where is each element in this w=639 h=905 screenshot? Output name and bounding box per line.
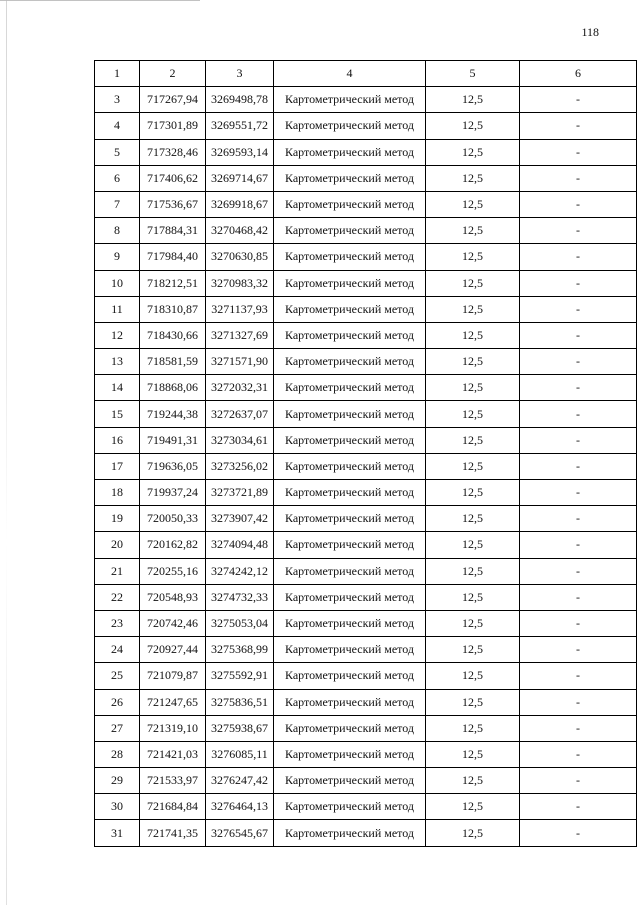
method-cell: Картометрический метод <box>274 637 426 663</box>
coordinates-table <box>94 60 637 847</box>
y-coordinate-cell: 3275836,51 <box>206 689 274 715</box>
table-row <box>95 794 637 820</box>
x-coordinate-cell: 720255,16 <box>140 558 206 584</box>
point-number-cell: 22 <box>95 584 140 610</box>
x-coordinate-cell: 721533,97 <box>140 768 206 794</box>
accuracy-cell: 12,5 <box>426 584 520 610</box>
x-coordinate-cell: 717884,31 <box>140 218 206 244</box>
note-cell: - <box>520 349 637 375</box>
x-coordinate-cell: 718310,87 <box>140 296 206 322</box>
method-cell: Картометрический метод <box>274 794 426 820</box>
table-row <box>95 244 637 270</box>
accuracy-cell: 12,5 <box>426 165 520 191</box>
y-coordinate-cell: 3269714,67 <box>206 165 274 191</box>
note-cell: - <box>520 401 637 427</box>
method-cell: Картометрический метод <box>274 453 426 479</box>
accuracy-cell: 12,5 <box>426 322 520 348</box>
x-coordinate-cell: 720162,82 <box>140 532 206 558</box>
method-cell: Картометрический метод <box>274 715 426 741</box>
x-coordinate-cell: 719491,31 <box>140 427 206 453</box>
accuracy-cell: 12,5 <box>426 87 520 113</box>
note-cell: - <box>520 820 637 846</box>
y-coordinate-cell: 3275938,67 <box>206 715 274 741</box>
table-body <box>95 61 637 847</box>
table-row <box>95 453 637 479</box>
point-number-cell: 19 <box>95 506 140 532</box>
accuracy-cell: 12,5 <box>426 453 520 479</box>
method-cell: Картометрический метод <box>274 506 426 532</box>
note-cell: - <box>520 191 637 217</box>
point-number-cell: 18 <box>95 480 140 506</box>
table-row <box>95 820 637 846</box>
table-row <box>95 663 637 689</box>
method-cell: Картометрический метод <box>274 532 426 558</box>
y-coordinate-cell: 3274094,48 <box>206 532 274 558</box>
y-coordinate-cell: 3274242,12 <box>206 558 274 584</box>
note-cell: - <box>520 610 637 636</box>
x-coordinate-cell: 718581,59 <box>140 349 206 375</box>
note-cell: - <box>520 87 637 113</box>
x-coordinate-cell: 721247,65 <box>140 689 206 715</box>
point-number-cell: 27 <box>95 715 140 741</box>
point-number-cell: 6 <box>95 165 140 191</box>
table-row <box>95 270 637 296</box>
table-row <box>95 139 637 165</box>
note-cell: - <box>520 794 637 820</box>
note-cell: - <box>520 139 637 165</box>
table-row <box>95 218 637 244</box>
x-coordinate-cell: 719244,38 <box>140 401 206 427</box>
note-cell: - <box>520 637 637 663</box>
method-cell: Картометрический метод <box>274 191 426 217</box>
point-number-cell: 16 <box>95 427 140 453</box>
method-cell: Картометрический метод <box>274 663 426 689</box>
header-cell: 3 <box>206 61 274 87</box>
accuracy-cell: 12,5 <box>426 689 520 715</box>
header-cell: 6 <box>520 61 637 87</box>
method-cell: Картометрический метод <box>274 741 426 767</box>
x-coordinate-cell: 721684,84 <box>140 794 206 820</box>
point-number-cell: 23 <box>95 610 140 636</box>
y-coordinate-cell: 3269551,72 <box>206 113 274 139</box>
note-cell: - <box>520 270 637 296</box>
x-coordinate-cell: 720742,46 <box>140 610 206 636</box>
point-number-cell: 9 <box>95 244 140 270</box>
table-row <box>95 349 637 375</box>
y-coordinate-cell: 3270630,85 <box>206 244 274 270</box>
method-cell: Картометрический метод <box>274 322 426 348</box>
method-cell: Картометрический метод <box>274 584 426 610</box>
y-coordinate-cell: 3269593,14 <box>206 139 274 165</box>
method-cell: Картометрический метод <box>274 689 426 715</box>
note-cell: - <box>520 427 637 453</box>
accuracy-cell: 12,5 <box>426 610 520 636</box>
point-number-cell: 12 <box>95 322 140 348</box>
point-number-cell: 8 <box>95 218 140 244</box>
point-number-cell: 3 <box>95 87 140 113</box>
accuracy-cell: 12,5 <box>426 113 520 139</box>
table-row <box>95 768 637 794</box>
x-coordinate-cell: 717406,62 <box>140 165 206 191</box>
y-coordinate-cell: 3276545,67 <box>206 820 274 846</box>
method-cell: Картометрический метод <box>274 349 426 375</box>
accuracy-cell: 12,5 <box>426 715 520 741</box>
accuracy-cell: 12,5 <box>426 270 520 296</box>
table-row <box>95 558 637 584</box>
table-row <box>95 532 637 558</box>
point-number-cell: 11 <box>95 296 140 322</box>
y-coordinate-cell: 3275368,99 <box>206 637 274 663</box>
y-coordinate-cell: 3271137,93 <box>206 296 274 322</box>
accuracy-cell: 12,5 <box>426 820 520 846</box>
table-row <box>95 165 637 191</box>
point-number-cell: 10 <box>95 270 140 296</box>
accuracy-cell: 12,5 <box>426 427 520 453</box>
x-coordinate-cell: 718430,66 <box>140 322 206 348</box>
table-row <box>95 87 637 113</box>
accuracy-cell: 12,5 <box>426 768 520 794</box>
y-coordinate-cell: 3269498,78 <box>206 87 274 113</box>
note-cell: - <box>520 506 637 532</box>
y-coordinate-cell: 3275592,91 <box>206 663 274 689</box>
y-coordinate-cell: 3276085,11 <box>206 741 274 767</box>
method-cell: Картометрический метод <box>274 401 426 427</box>
point-number-cell: 26 <box>95 689 140 715</box>
x-coordinate-cell: 717536,67 <box>140 191 206 217</box>
method-cell: Картометрический метод <box>274 113 426 139</box>
y-coordinate-cell: 3273256,02 <box>206 453 274 479</box>
table-header-row <box>95 61 637 87</box>
table-row <box>95 637 637 663</box>
method-cell: Картометрический метод <box>274 768 426 794</box>
note-cell: - <box>520 584 637 610</box>
point-number-cell: 24 <box>95 637 140 663</box>
x-coordinate-cell: 717984,40 <box>140 244 206 270</box>
x-coordinate-cell: 718212,51 <box>140 270 206 296</box>
scan-top-line <box>0 0 200 1</box>
header-cell: 5 <box>426 61 520 87</box>
accuracy-cell: 12,5 <box>426 244 520 270</box>
x-coordinate-cell: 720548,93 <box>140 584 206 610</box>
point-number-cell: 31 <box>95 820 140 846</box>
accuracy-cell: 12,5 <box>426 218 520 244</box>
table-row <box>95 689 637 715</box>
point-number-cell: 13 <box>95 349 140 375</box>
table-row <box>95 610 637 636</box>
note-cell: - <box>520 244 637 270</box>
note-cell: - <box>520 375 637 401</box>
header-cell: 4 <box>274 61 426 87</box>
table-row <box>95 715 637 741</box>
accuracy-cell: 12,5 <box>426 375 520 401</box>
point-number-cell: 21 <box>95 558 140 584</box>
table-row <box>95 480 637 506</box>
note-cell: - <box>520 558 637 584</box>
table-row <box>95 296 637 322</box>
header-cell: 2 <box>140 61 206 87</box>
scan-left-edge <box>6 0 7 905</box>
x-coordinate-cell: 717267,94 <box>140 87 206 113</box>
x-coordinate-cell: 718868,06 <box>140 375 206 401</box>
x-coordinate-cell: 720050,33 <box>140 506 206 532</box>
note-cell: - <box>520 715 637 741</box>
note-cell: - <box>520 165 637 191</box>
accuracy-cell: 12,5 <box>426 741 520 767</box>
point-number-cell: 20 <box>95 532 140 558</box>
y-coordinate-cell: 3276247,42 <box>206 768 274 794</box>
method-cell: Картометрический метод <box>274 610 426 636</box>
note-cell: - <box>520 218 637 244</box>
accuracy-cell: 12,5 <box>426 296 520 322</box>
note-cell: - <box>520 741 637 767</box>
method-cell: Картометрический метод <box>274 480 426 506</box>
accuracy-cell: 12,5 <box>426 663 520 689</box>
table-row <box>95 113 637 139</box>
y-coordinate-cell: 3270468,42 <box>206 218 274 244</box>
method-cell: Картометрический метод <box>274 296 426 322</box>
y-coordinate-cell: 3270983,32 <box>206 270 274 296</box>
point-number-cell: 4 <box>95 113 140 139</box>
accuracy-cell: 12,5 <box>426 637 520 663</box>
table-row <box>95 322 637 348</box>
note-cell: - <box>520 663 637 689</box>
accuracy-cell: 12,5 <box>426 401 520 427</box>
y-coordinate-cell: 3273721,89 <box>206 480 274 506</box>
x-coordinate-cell: 719937,24 <box>140 480 206 506</box>
point-number-cell: 5 <box>95 139 140 165</box>
note-cell: - <box>520 296 637 322</box>
x-coordinate-cell: 721421,03 <box>140 741 206 767</box>
table-row <box>95 427 637 453</box>
accuracy-cell: 12,5 <box>426 558 520 584</box>
x-coordinate-cell: 721741,35 <box>140 820 206 846</box>
y-coordinate-cell: 3272637,07 <box>206 401 274 427</box>
accuracy-cell: 12,5 <box>426 191 520 217</box>
x-coordinate-cell: 721319,10 <box>140 715 206 741</box>
note-cell: - <box>520 453 637 479</box>
note-cell: - <box>520 322 637 348</box>
method-cell: Картометрический метод <box>274 820 426 846</box>
method-cell: Картометрический метод <box>274 87 426 113</box>
y-coordinate-cell: 3275053,04 <box>206 610 274 636</box>
point-number-cell: 25 <box>95 663 140 689</box>
accuracy-cell: 12,5 <box>426 506 520 532</box>
point-number-cell: 14 <box>95 375 140 401</box>
x-coordinate-cell: 720927,44 <box>140 637 206 663</box>
y-coordinate-cell: 3273034,61 <box>206 427 274 453</box>
y-coordinate-cell: 3276464,13 <box>206 794 274 820</box>
method-cell: Картометрический метод <box>274 244 426 270</box>
accuracy-cell: 12,5 <box>426 794 520 820</box>
method-cell: Картометрический метод <box>274 139 426 165</box>
point-number-cell: 30 <box>95 794 140 820</box>
table-row <box>95 191 637 217</box>
method-cell: Картометрический метод <box>274 558 426 584</box>
accuracy-cell: 12,5 <box>426 480 520 506</box>
point-number-cell: 15 <box>95 401 140 427</box>
page-number: 118 <box>581 25 599 39</box>
method-cell: Картометрический метод <box>274 218 426 244</box>
accuracy-cell: 12,5 <box>426 532 520 558</box>
note-cell: - <box>520 113 637 139</box>
x-coordinate-cell: 719636,05 <box>140 453 206 479</box>
accuracy-cell: 12,5 <box>426 349 520 375</box>
note-cell: - <box>520 532 637 558</box>
point-number-cell: 7 <box>95 191 140 217</box>
y-coordinate-cell: 3273907,42 <box>206 506 274 532</box>
note-cell: - <box>520 480 637 506</box>
x-coordinate-cell: 717301,89 <box>140 113 206 139</box>
table-row <box>95 401 637 427</box>
method-cell: Картометрический метод <box>274 270 426 296</box>
y-coordinate-cell: 3271327,69 <box>206 322 274 348</box>
y-coordinate-cell: 3271571,90 <box>206 349 274 375</box>
point-number-cell: 17 <box>95 453 140 479</box>
note-cell: - <box>520 689 637 715</box>
note-cell: - <box>520 768 637 794</box>
method-cell: Картометрический метод <box>274 165 426 191</box>
method-cell: Картометрический метод <box>274 427 426 453</box>
y-coordinate-cell: 3272032,31 <box>206 375 274 401</box>
y-coordinate-cell: 3269918,67 <box>206 191 274 217</box>
y-coordinate-cell: 3274732,33 <box>206 584 274 610</box>
header-cell: 1 <box>95 61 140 87</box>
x-coordinate-cell: 721079,87 <box>140 663 206 689</box>
table-row <box>95 584 637 610</box>
point-number-cell: 29 <box>95 768 140 794</box>
method-cell: Картометрический метод <box>274 375 426 401</box>
x-coordinate-cell: 717328,46 <box>140 139 206 165</box>
table-row <box>95 375 637 401</box>
table-row <box>95 741 637 767</box>
point-number-cell: 28 <box>95 741 140 767</box>
table-row <box>95 506 637 532</box>
accuracy-cell: 12,5 <box>426 139 520 165</box>
